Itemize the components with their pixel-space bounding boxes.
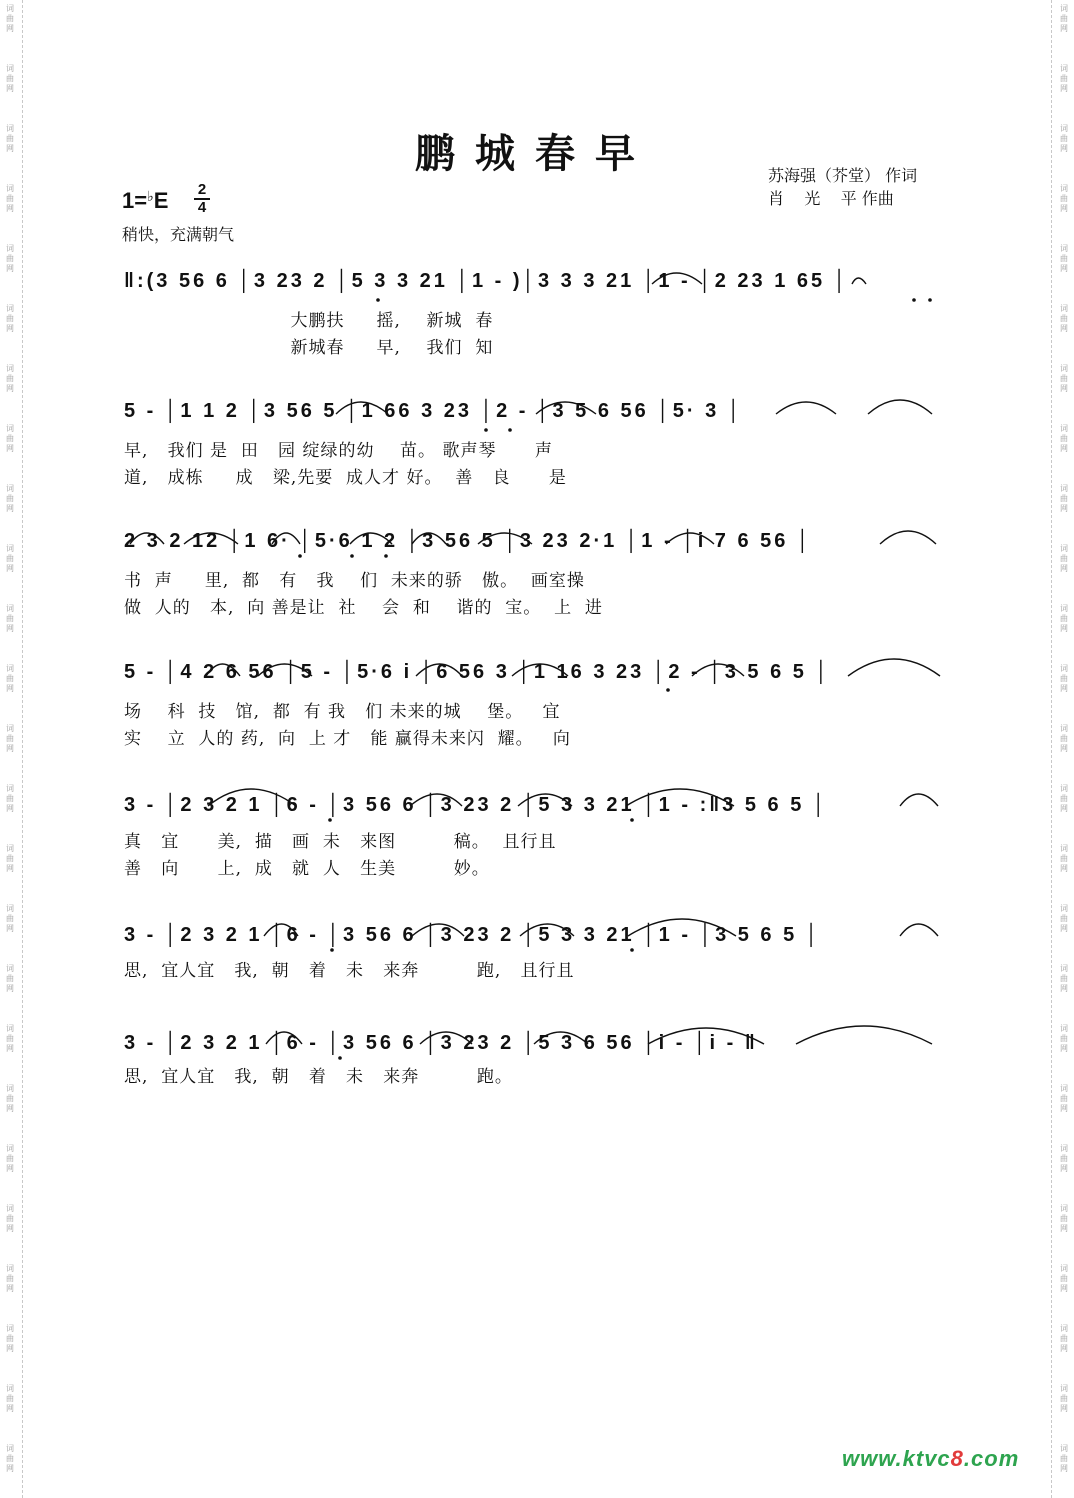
watermark-text: 词曲网 — [1060, 124, 1068, 153]
watermark-text: 词曲网 — [6, 1264, 14, 1293]
lyric-verse-2: 新城春 早, 我们 知 — [124, 338, 494, 357]
watermark-text: 词曲网 — [1060, 1084, 1068, 1113]
watermark-text: 词曲网 — [1060, 484, 1068, 513]
tempo-marking: 稍快，充满朝气 — [122, 225, 235, 244]
watermark-text: 词曲网 — [1060, 844, 1068, 873]
watermark-text: 词曲网 — [6, 184, 14, 213]
lyric-verse-1: 思, 宜人宜 我, 朝 着 未 来奔 跑。 — [124, 1067, 513, 1086]
watermark-text: 词曲网 — [6, 244, 14, 273]
watermark-text: 词曲网 — [6, 1024, 14, 1053]
watermark-text: 词曲网 — [1060, 1024, 1068, 1053]
watermark-text: 词曲网 — [1060, 724, 1068, 753]
watermark-text: 词曲网 — [1060, 1264, 1068, 1293]
watermark-text: 词曲网 — [1060, 904, 1068, 933]
watermark-text: 词曲网 — [1060, 184, 1068, 213]
watermark-text: 词曲网 — [6, 1204, 14, 1233]
watermark-text: 词曲网 — [6, 844, 14, 873]
watermark-text: 词曲网 — [1060, 544, 1068, 573]
watermark-text: 词曲网 — [1060, 1444, 1068, 1473]
notes: 3 - │2 3 2 1 │6 - │3 56 6 │3 23 2 │5 3 3 21 │1 - :‖3 5 6 5 │ — [124, 794, 829, 816]
watermark-text: 词曲网 — [6, 124, 14, 153]
site-watermark: www.ktvc8.com — [842, 1446, 1020, 1471]
notes: 5 - │1 1 2 │3 56 5 │1 66 3 23 │2 - │3 5 6 56 │5· 3 │ — [124, 400, 744, 422]
lyric-verse-1: 书 声 里, 都 有 我 们 未来的骄 傲。 画室操 — [124, 571, 585, 590]
watermark-text: 词曲网 — [6, 1444, 14, 1473]
watermark-text: 词曲网 — [6, 964, 14, 993]
watermark-text: 词曲网 — [1060, 784, 1068, 813]
watermark-text: 词曲网 — [1060, 664, 1068, 693]
watermark-text: 词曲网 — [6, 1324, 14, 1353]
lyricist-credit: 苏海强（芥堂） 作词 — [768, 166, 918, 185]
watermark-text: 词曲网 — [6, 544, 14, 573]
watermark-text: 词曲网 — [1060, 1324, 1068, 1353]
watermark-text: 词曲网 — [6, 1144, 14, 1173]
watermark-text: 词曲网 — [6, 424, 14, 453]
watermark-text: 词曲网 — [1060, 1144, 1068, 1173]
lyric-verse-1: 场 科 技 馆, 都 有 我 们 未来的城 堡。 宜 — [124, 702, 561, 721]
lyric-verse-1: 思, 宜人宜 我, 朝 着 未 来奔 跑, 且行且 — [124, 961, 575, 980]
watermark-text: 词曲网 — [6, 724, 14, 753]
watermark-text: 词曲网 — [6, 904, 14, 933]
watermark-text: 词曲网 — [1060, 4, 1068, 33]
notes: 3 - │2 3 2 1 │6 - │3 56 6 │3 23 2 │5 3 3 21 │1 - │3 5 6 5 │ — [124, 924, 822, 946]
notes: 2 3 2 12 │1 6· │5·6 1 2 │3 56 5 │3 23 2·1 │1 - │i 7 6 56 │ — [124, 530, 813, 552]
time-signature: 2 4 — [194, 182, 210, 216]
watermark-text: 词曲网 — [1060, 604, 1068, 633]
notes: 5 - │4 2 6 56 │5 - │5·6 i │6 56 3 │1 16 3 23 │2 - │3 5 6 5 │ — [124, 661, 831, 683]
flat-sign: ♭ — [147, 188, 154, 204]
watermark-text: 词曲网 — [1060, 244, 1068, 273]
score-title: 鹏城春早 — [415, 130, 655, 177]
lyric-verse-1: 早, 我们 是 田 园 绽绿的幼 苗。 歌声琴 声 — [124, 441, 553, 460]
notes: ‖:(3 56 6 │3 23 2 │5 3 3 21 │1 - )│3 3 3 21 │1 - │2 23 1 65 │ — [124, 270, 850, 292]
watermark-text: 词曲网 — [1060, 424, 1068, 453]
watermark-text: 词曲网 — [1060, 1384, 1068, 1413]
lyric-verse-1: 大鹏扶 摇, 新城 春 — [124, 311, 494, 330]
watermark-text: 词曲网 — [6, 604, 14, 633]
watermark-text: 词曲网 — [6, 484, 14, 513]
watermark-text: 词曲网 — [6, 1084, 14, 1113]
watermark-text: 词曲网 — [1060, 364, 1068, 393]
watermark-text: 词曲网 — [6, 4, 14, 33]
watermark-text: 词曲网 — [1060, 1204, 1068, 1233]
watermark-text: 词曲网 — [6, 364, 14, 393]
lyric-verse-2: 善 向 上, 成 就 人 生美 妙。 — [124, 859, 490, 878]
lyric-verse-2: 做 人的 本, 向 善是让 社 会 和 谐的 宝。 上 进 — [124, 598, 603, 617]
watermark-text: 词曲网 — [6, 784, 14, 813]
watermark-text: 词曲网 — [6, 664, 14, 693]
watermark-text: 词曲网 — [1060, 304, 1068, 333]
lyric-verse-2: 道, 成栋 成 梁,先要 成人才 好。 善 良 是 — [124, 468, 567, 487]
watermark-text: 词曲网 — [1060, 964, 1068, 993]
lyric-verse-1: 真 宜 美, 描 画 未 来图 稿。 且行且 — [124, 832, 557, 851]
watermark-text: 词曲网 — [6, 64, 14, 93]
key-signature: 1=♭E — [122, 188, 169, 213]
composer-credit: 肖 光 平 作曲 — [768, 189, 894, 208]
watermark-text: 词曲网 — [6, 1384, 14, 1413]
lyric-verse-2: 实 立 人的 药, 向 上 才 能 赢得未来闪 耀。 向 — [124, 729, 571, 748]
notes: 3 - │2 3 2 1 │6 - │3 56 6 │3 23 2 │5 3 6 56 │i - │i - ‖ — [124, 1032, 758, 1054]
watermark-text: 词曲网 — [6, 304, 14, 333]
watermark-text: 词曲网 — [1060, 64, 1068, 93]
